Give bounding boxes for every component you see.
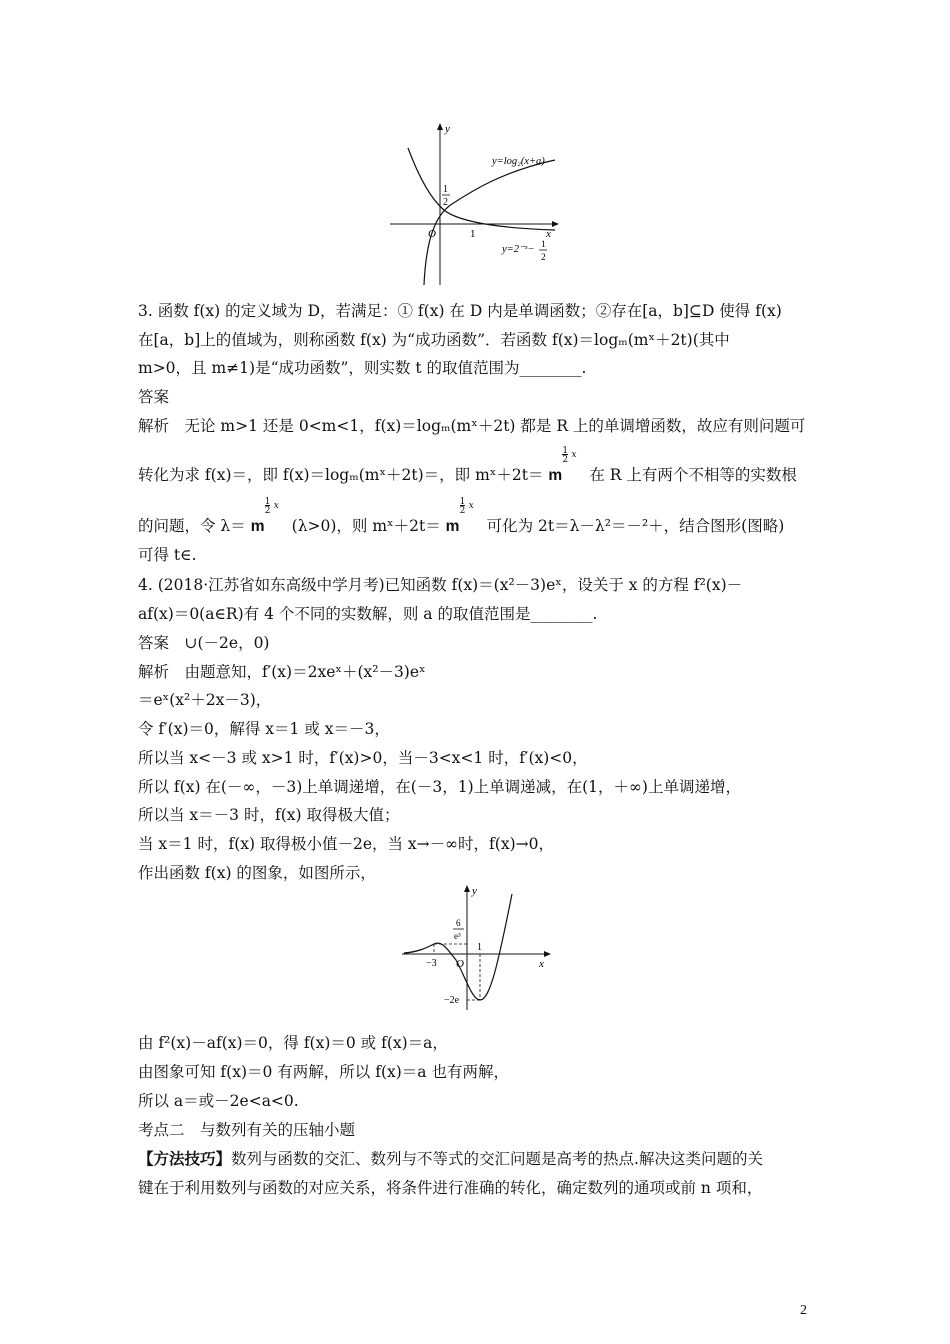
problem3-line1: 3. 函数 f(x) 的定义域为 D，若满足：① f(x) 在 D 内是单调函数；②存在[a，b]⊆D 使得 f(x) xyxy=(138,302,782,320)
exp-curve-label: y=2⁻ˣ− xyxy=(502,244,535,255)
problem3-analysis3 xyxy=(138,497,785,537)
figure-function-graph xyxy=(398,884,558,1014)
axes xyxy=(402,890,544,1010)
problem4-step9: 由 f²(x)－af(x)＝0，得 f(x)＝0 或 f(x)＝a， xyxy=(138,1034,448,1052)
problem4-step10: 由图象可知 f(x)＝0 有两解，所以 f(x)＝a 也有两解， xyxy=(138,1063,509,1081)
y-axis-label: y xyxy=(472,885,477,897)
problem4-step7: 当 x＝1 时，f(x) 取得极小值－2e，当 x→－∞时，f(x)→0， xyxy=(138,835,554,853)
axes xyxy=(390,128,552,285)
power-expression xyxy=(548,446,584,486)
problem3-answer: 答案 xyxy=(138,388,170,406)
section-title: 考点二 与数列有关的压轴小题 xyxy=(138,1121,356,1139)
problem4-step8: 作出函数 f(x) 的图象，如图所示， xyxy=(138,864,376,882)
exp-curve-label-den: 2 xyxy=(541,253,546,263)
method-tag: 【方法技巧】 xyxy=(138,1150,232,1168)
problem4-step1: 解析 由题意知，f′(x)＝2xeˣ＋(x²－3)eˣ xyxy=(138,663,426,681)
y-axis-arrow xyxy=(464,885,470,892)
tick-label-neg3: −3 xyxy=(426,958,437,969)
power-base: m xyxy=(250,518,265,535)
power-exponent: 1 2 x xyxy=(459,497,474,516)
min-value-label: −2e xyxy=(444,995,460,1006)
exp-curve-label-num: 1 xyxy=(541,240,546,250)
problem4-step6: 所以当 x＝－3 时，f(x) 取得极大值； xyxy=(138,806,400,824)
half-numerator: 1 xyxy=(443,184,448,195)
analysis2-text-a: 转化为求 f(x)＝，即 f(x)＝logₘ(mˣ＋2t)＝，即 mˣ＋2t＝ xyxy=(138,466,544,484)
origin-label: O xyxy=(428,228,436,240)
y-axis-arrow xyxy=(437,123,443,130)
guide-lines xyxy=(434,944,480,1000)
y-axis-label: y xyxy=(445,123,450,135)
problem4-step11: 所以 a＝或－2e<a<0. xyxy=(138,1092,299,1110)
x-axis-label: x xyxy=(539,958,544,970)
problem4-answer: 答案 ∪(－2e，0) xyxy=(138,634,270,652)
max-value-denominator: e³ xyxy=(454,931,461,941)
problem3-analysis1: 解析 无论 m>1 还是 0<m<1，f(x)＝logₘ(mˣ＋2t) 都是 R 上的单调增函数，故应有则问题可 xyxy=(138,417,806,435)
log-curve-label: y=log₂(x+a) xyxy=(492,156,545,167)
problem4-step4: 所以当 x<－3 或 x>1 时，f′(x)>0，当－3<x<1 时，f′(x)<0， xyxy=(138,749,588,767)
page-number: 2 xyxy=(800,1303,807,1318)
problem3-line2: 在[a，b]上的值域为，则称函数 f(x) 为“成功函数”．若函数 f(x)＝logₘ(mˣ＋2t)(其中 xyxy=(138,331,730,349)
power-base: m xyxy=(445,518,460,535)
problem3-analysis2 xyxy=(138,446,797,486)
tick-label-1: 1 xyxy=(470,228,476,240)
x-axis-label: x xyxy=(546,228,551,240)
tick-label-1: 1 xyxy=(477,942,482,953)
log-curve xyxy=(424,160,555,285)
method-paragraph-line2: 键在于利用数列与函数的对应关系，将条件进行准确的转化，确定数列的通项或前 n 项和， xyxy=(138,1179,763,1197)
problem4-line2: af(x)＝0(a∈R)有 4 个不同的实数解，则 a 的取值范围是________. xyxy=(138,605,598,623)
analysis3-text-c: 可化为 2t＝λ－λ²＝－²＋，结合图形(图略) xyxy=(486,517,785,535)
analysis3-text-a: 的问题，令 λ＝ xyxy=(138,517,246,535)
analysis2-text-b: 在 R 上有两个不相等的实数根 xyxy=(589,466,797,484)
problem4-step5: 所以 f(x) 在(－∞，－3)上单调递增，在(－3，1)上单调递减，在(1，＋∞)上单调递增， xyxy=(138,778,741,796)
x-axis-arrow xyxy=(544,951,551,957)
power-base: m xyxy=(548,467,563,484)
x-axis-arrow xyxy=(552,221,559,227)
problem3-analysis4: 可得 t∈. xyxy=(138,546,197,564)
problem4-step2: ＝eˣ(x²＋2x－3)， xyxy=(138,691,272,709)
max-value-numerator: 6 xyxy=(456,918,461,928)
power-exponent: 1 2 x xyxy=(264,497,279,516)
analysis3-text-b: (λ>0)，则 mˣ＋2t＝ xyxy=(291,517,441,535)
method-paragraph-line1: 【方法技巧】数列与函数的交汇、数列与不等式的交汇问题是高考的热点.解决这类问题的关 xyxy=(138,1150,763,1168)
problem4-line1: 4. (2018·江苏省如东高级中学月考)已知函数 f(x)＝(x²－3)eˣ，设关于 x 的方程 f²(x)－ xyxy=(138,576,743,594)
problem4-step3: 令 f′(x)＝0，解得 x＝1 或 x＝－3， xyxy=(138,720,390,738)
figure-log-exp-graph xyxy=(380,120,570,290)
power-expression xyxy=(445,497,482,537)
power-expression xyxy=(250,497,287,537)
power-exponent: 1 2 x xyxy=(562,446,577,465)
origin-label: O xyxy=(456,958,464,970)
problem3-line3: m>0，且 m≠1)是“成功函数”，则实数 t 的取值范围为________. xyxy=(138,359,587,377)
half-denominator: 2 xyxy=(443,197,448,208)
function-curve xyxy=(404,894,512,1000)
